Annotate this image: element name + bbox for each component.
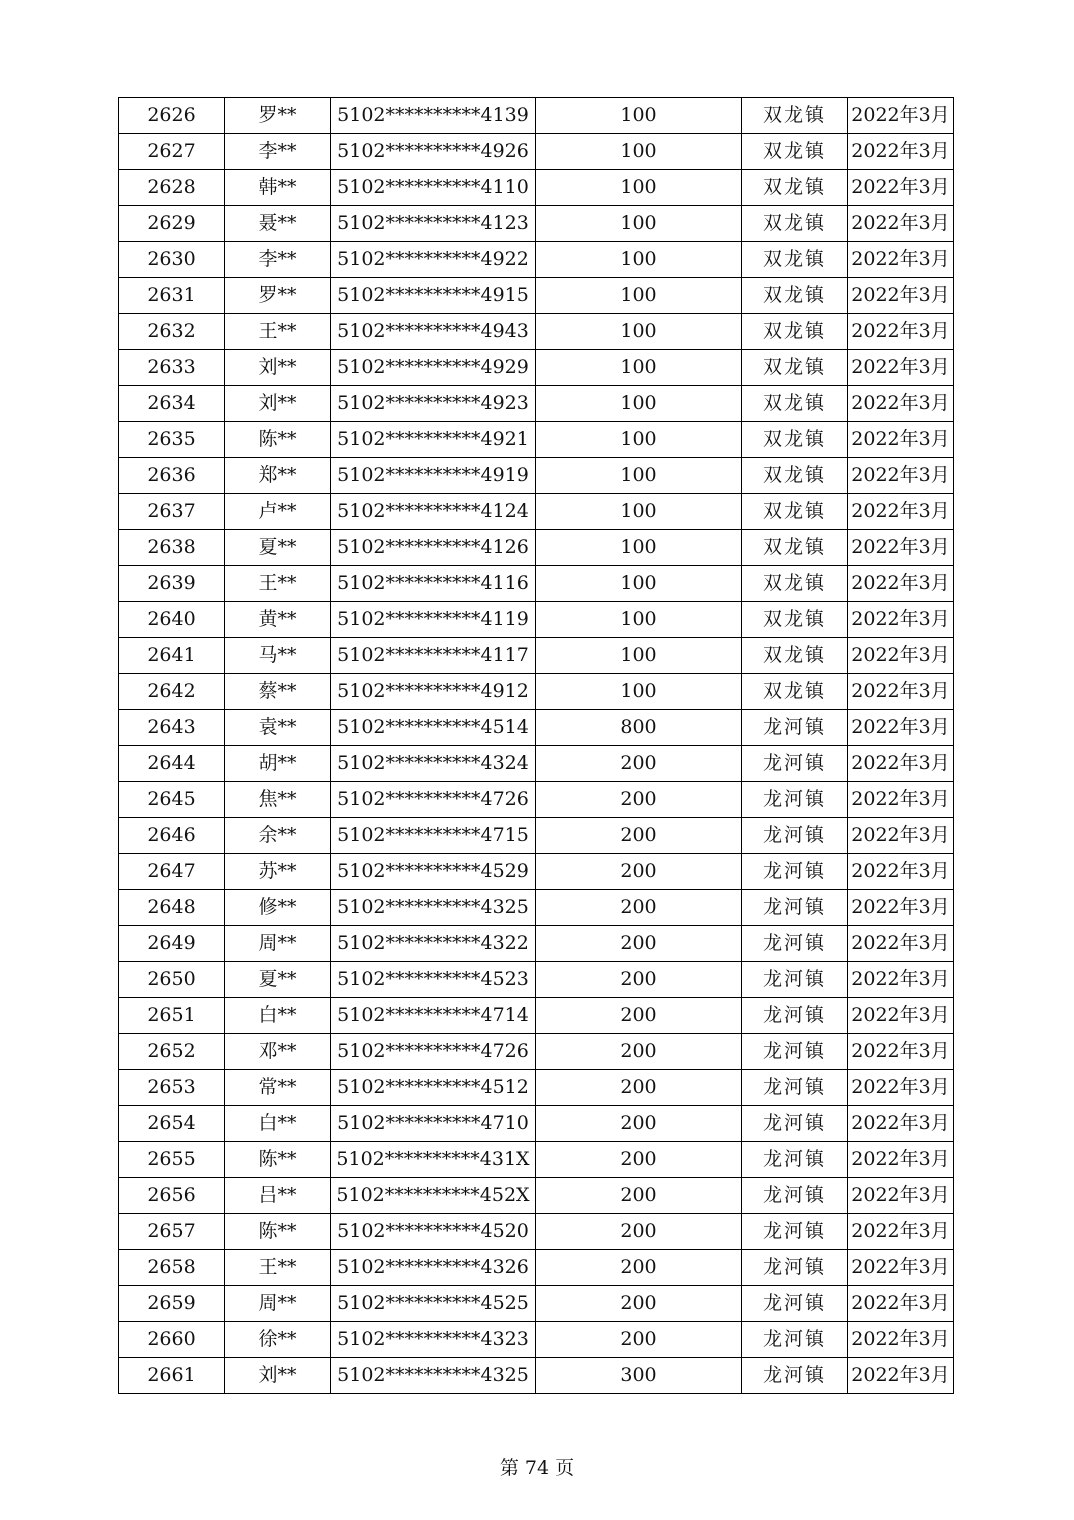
table-row [119,386,954,422]
id-number-cell: 5102**********4326 [331,1250,536,1286]
town-cell: 龙河镇 [742,1358,848,1394]
date-cell: 2022年3月 [848,530,954,566]
amount-cell: 100 [536,458,742,494]
id-number-cell: 5102**********4139 [331,98,536,134]
serial-number-cell: 2646 [119,818,225,854]
serial-number-cell: 2655 [119,1142,225,1178]
serial-number-cell: 2628 [119,170,225,206]
serial-number-cell: 2639 [119,566,225,602]
serial-number-cell: 2632 [119,314,225,350]
amount-cell: 100 [536,422,742,458]
amount-cell: 200 [536,1250,742,1286]
serial-number-cell: 2653 [119,1070,225,1106]
table-row [119,1286,954,1322]
table-row [119,314,954,350]
name-cell: 夏** [225,530,331,566]
date-cell: 2022年3月 [848,674,954,710]
name-cell: 郑** [225,458,331,494]
table-row [119,242,954,278]
amount-cell: 200 [536,1286,742,1322]
town-cell: 双龙镇 [742,206,848,242]
serial-number-cell: 2641 [119,638,225,674]
town-cell: 龙河镇 [742,1034,848,1070]
town-cell: 双龙镇 [742,134,848,170]
date-cell: 2022年3月 [848,890,954,926]
date-cell: 2022年3月 [848,314,954,350]
amount-cell: 200 [536,890,742,926]
table-row [119,926,954,962]
serial-number-cell: 2648 [119,890,225,926]
id-number-cell: 5102**********4921 [331,422,536,458]
town-cell: 双龙镇 [742,602,848,638]
date-cell: 2022年3月 [848,278,954,314]
id-number-cell: 5102**********4324 [331,746,536,782]
id-number-cell: 5102**********4520 [331,1214,536,1250]
amount-cell: 200 [536,1178,742,1214]
town-cell: 龙河镇 [742,1322,848,1358]
id-number-cell: 5102**********4512 [331,1070,536,1106]
town-cell: 双龙镇 [742,458,848,494]
date-cell: 2022年3月 [848,1142,954,1178]
serial-number-cell: 2645 [119,782,225,818]
id-number-cell: 5102**********4926 [331,134,536,170]
name-cell: 韩** [225,170,331,206]
town-cell: 双龙镇 [742,638,848,674]
town-cell: 双龙镇 [742,98,848,134]
name-cell: 刘** [225,1358,331,1394]
date-cell: 2022年3月 [848,386,954,422]
town-cell: 龙河镇 [742,890,848,926]
serial-number-cell: 2656 [119,1178,225,1214]
serial-number-cell: 2661 [119,1358,225,1394]
table-row [119,818,954,854]
table-row [119,1358,954,1394]
date-cell: 2022年3月 [848,818,954,854]
town-cell: 双龙镇 [742,566,848,602]
id-number-cell: 5102**********4726 [331,782,536,818]
name-cell: 常** [225,1070,331,1106]
table-row [119,890,954,926]
id-number-cell: 5102**********4915 [331,278,536,314]
name-cell: 李** [225,242,331,278]
table-row [119,98,954,134]
date-cell: 2022年3月 [848,998,954,1034]
id-number-cell: 5102**********4919 [331,458,536,494]
date-cell: 2022年3月 [848,782,954,818]
name-cell: 刘** [225,350,331,386]
amount-cell: 200 [536,1070,742,1106]
date-cell: 2022年3月 [848,458,954,494]
name-cell: 陈** [225,422,331,458]
table-row [119,494,954,530]
name-cell: 聂** [225,206,331,242]
serial-number-cell: 2654 [119,1106,225,1142]
id-number-cell: 5102**********4124 [331,494,536,530]
table-row [119,1214,954,1250]
name-cell: 袁** [225,710,331,746]
register-table [118,97,954,1394]
date-cell: 2022年3月 [848,926,954,962]
name-cell: 邓** [225,1034,331,1070]
town-cell: 龙河镇 [742,1106,848,1142]
serial-number-cell: 2650 [119,962,225,998]
date-cell: 2022年3月 [848,134,954,170]
town-cell: 龙河镇 [742,1214,848,1250]
name-cell: 周** [225,1286,331,1322]
date-cell: 2022年3月 [848,350,954,386]
id-number-cell: 5102**********4325 [331,1358,536,1394]
id-number-cell: 5102**********4923 [331,386,536,422]
amount-cell: 200 [536,818,742,854]
name-cell: 周** [225,926,331,962]
id-number-cell: 5102**********4715 [331,818,536,854]
table-row [119,710,954,746]
amount-cell: 200 [536,1214,742,1250]
town-cell: 龙河镇 [742,1142,848,1178]
amount-cell: 100 [536,674,742,710]
table-row [119,1070,954,1106]
date-cell: 2022年3月 [848,1106,954,1142]
amount-cell: 200 [536,1106,742,1142]
amount-cell: 200 [536,1034,742,1070]
amount-cell: 200 [536,854,742,890]
serial-number-cell: 2631 [119,278,225,314]
date-cell: 2022年3月 [848,1286,954,1322]
date-cell: 2022年3月 [848,1322,954,1358]
id-number-cell: 5102**********4714 [331,998,536,1034]
id-number-cell: 5102**********4922 [331,242,536,278]
serial-number-cell: 2659 [119,1286,225,1322]
table-row [119,422,954,458]
date-cell: 2022年3月 [848,710,954,746]
town-cell: 双龙镇 [742,170,848,206]
name-cell: 白** [225,998,331,1034]
name-cell: 徐** [225,1322,331,1358]
amount-cell: 100 [536,98,742,134]
name-cell: 夏** [225,962,331,998]
name-cell: 陈** [225,1214,331,1250]
town-cell: 龙河镇 [742,818,848,854]
serial-number-cell: 2658 [119,1250,225,1286]
table-row [119,1178,954,1214]
town-cell: 双龙镇 [742,674,848,710]
serial-number-cell: 2638 [119,530,225,566]
amount-cell: 100 [536,494,742,530]
town-cell: 双龙镇 [742,242,848,278]
date-cell: 2022年3月 [848,98,954,134]
id-number-cell: 5102**********4523 [331,962,536,998]
date-cell: 2022年3月 [848,1178,954,1214]
name-cell: 马** [225,638,331,674]
table-row [119,458,954,494]
amount-cell: 200 [536,746,742,782]
amount-cell: 100 [536,530,742,566]
date-cell: 2022年3月 [848,1214,954,1250]
id-number-cell: 5102**********452X [331,1178,536,1214]
date-cell: 2022年3月 [848,854,954,890]
amount-cell: 100 [536,386,742,422]
serial-number-cell: 2649 [119,926,225,962]
serial-number-cell: 2636 [119,458,225,494]
town-cell: 龙河镇 [742,746,848,782]
name-cell: 焦** [225,782,331,818]
table-row [119,278,954,314]
id-number-cell: 5102**********4525 [331,1286,536,1322]
town-cell: 龙河镇 [742,962,848,998]
id-number-cell: 5102**********4514 [331,710,536,746]
town-cell: 双龙镇 [742,494,848,530]
table-row [119,674,954,710]
date-cell: 2022年3月 [848,1250,954,1286]
name-cell: 卢** [225,494,331,530]
serial-number-cell: 2630 [119,242,225,278]
amount-cell: 100 [536,278,742,314]
amount-cell: 100 [536,134,742,170]
name-cell: 李** [225,134,331,170]
serial-number-cell: 2660 [119,1322,225,1358]
serial-number-cell: 2640 [119,602,225,638]
date-cell: 2022年3月 [848,638,954,674]
name-cell: 陈** [225,1142,331,1178]
amount-cell: 100 [536,638,742,674]
table-row [119,1106,954,1142]
serial-number-cell: 2627 [119,134,225,170]
date-cell: 2022年3月 [848,494,954,530]
id-number-cell: 5102**********4710 [331,1106,536,1142]
table-row [119,206,954,242]
town-cell: 双龙镇 [742,386,848,422]
name-cell: 胡** [225,746,331,782]
serial-number-cell: 2629 [119,206,225,242]
date-cell: 2022年3月 [848,170,954,206]
amount-cell: 100 [536,170,742,206]
amount-cell: 300 [536,1358,742,1394]
serial-number-cell: 2633 [119,350,225,386]
id-number-cell: 5102**********4116 [331,566,536,602]
table-row [119,1142,954,1178]
id-number-cell: 5102**********4117 [331,638,536,674]
name-cell: 王** [225,566,331,602]
town-cell: 龙河镇 [742,854,848,890]
serial-number-cell: 2644 [119,746,225,782]
name-cell: 罗** [225,278,331,314]
town-cell: 龙河镇 [742,782,848,818]
name-cell: 罗** [225,98,331,134]
name-cell: 白** [225,1106,331,1142]
amount-cell: 200 [536,782,742,818]
table-row [119,530,954,566]
name-cell: 余** [225,818,331,854]
town-cell: 龙河镇 [742,1070,848,1106]
name-cell: 刘** [225,386,331,422]
serial-number-cell: 2652 [119,1034,225,1070]
amount-cell: 200 [536,962,742,998]
table-row [119,782,954,818]
table-row [119,1322,954,1358]
town-cell: 龙河镇 [742,998,848,1034]
id-number-cell: 5102**********4119 [331,602,536,638]
serial-number-cell: 2626 [119,98,225,134]
town-cell: 龙河镇 [742,1286,848,1322]
amount-cell: 100 [536,314,742,350]
amount-cell: 100 [536,602,742,638]
serial-number-cell: 2647 [119,854,225,890]
table-row [119,170,954,206]
id-number-cell: 5102**********4929 [331,350,536,386]
table-row [119,566,954,602]
date-cell: 2022年3月 [848,242,954,278]
amount-cell: 100 [536,350,742,386]
town-cell: 双龙镇 [742,530,848,566]
amount-cell: 200 [536,998,742,1034]
table-row [119,998,954,1034]
date-cell: 2022年3月 [848,206,954,242]
id-number-cell: 5102**********4123 [331,206,536,242]
date-cell: 2022年3月 [848,962,954,998]
serial-number-cell: 2635 [119,422,225,458]
id-number-cell: 5102**********4325 [331,890,536,926]
table-row [119,1034,954,1070]
amount-cell: 100 [536,242,742,278]
page-number: 第 74 页 [499,1457,575,1479]
table-row [119,1250,954,1286]
table-row [119,602,954,638]
name-cell: 王** [225,314,331,350]
town-cell: 双龙镇 [742,422,848,458]
name-cell: 王** [225,1250,331,1286]
amount-cell: 200 [536,1142,742,1178]
id-number-cell: 5102**********4110 [331,170,536,206]
id-number-cell: 5102**********4943 [331,314,536,350]
town-cell: 龙河镇 [742,1250,848,1286]
date-cell: 2022年3月 [848,1034,954,1070]
id-number-cell: 5102**********4529 [331,854,536,890]
id-number-cell: 5102**********431X [331,1142,536,1178]
date-cell: 2022年3月 [848,566,954,602]
date-cell: 2022年3月 [848,1358,954,1394]
id-number-cell: 5102**********4126 [331,530,536,566]
table-row [119,638,954,674]
id-number-cell: 5102**********4323 [331,1322,536,1358]
name-cell: 吕** [225,1178,331,1214]
town-cell: 双龙镇 [742,278,848,314]
name-cell: 修** [225,890,331,926]
table-row [119,746,954,782]
amount-cell: 100 [536,206,742,242]
name-cell: 苏** [225,854,331,890]
amount-cell: 800 [536,710,742,746]
town-cell: 龙河镇 [742,710,848,746]
amount-cell: 100 [536,566,742,602]
date-cell: 2022年3月 [848,1070,954,1106]
name-cell: 蔡** [225,674,331,710]
name-cell: 黄** [225,602,331,638]
serial-number-cell: 2643 [119,710,225,746]
serial-number-cell: 2657 [119,1214,225,1250]
town-cell: 龙河镇 [742,1178,848,1214]
amount-cell: 200 [536,926,742,962]
serial-number-cell: 2642 [119,674,225,710]
town-cell: 龙河镇 [742,926,848,962]
date-cell: 2022年3月 [848,602,954,638]
serial-number-cell: 2651 [119,998,225,1034]
id-number-cell: 5102**********4322 [331,926,536,962]
town-cell: 双龙镇 [742,350,848,386]
date-cell: 2022年3月 [848,746,954,782]
table-row [119,854,954,890]
table-row [119,962,954,998]
date-cell: 2022年3月 [848,422,954,458]
serial-number-cell: 2634 [119,386,225,422]
id-number-cell: 5102**********4912 [331,674,536,710]
amount-cell: 200 [536,1322,742,1358]
table-row [119,350,954,386]
register-table-body [119,98,954,1394]
table-row [119,134,954,170]
town-cell: 双龙镇 [742,314,848,350]
serial-number-cell: 2637 [119,494,225,530]
id-number-cell: 5102**********4726 [331,1034,536,1070]
